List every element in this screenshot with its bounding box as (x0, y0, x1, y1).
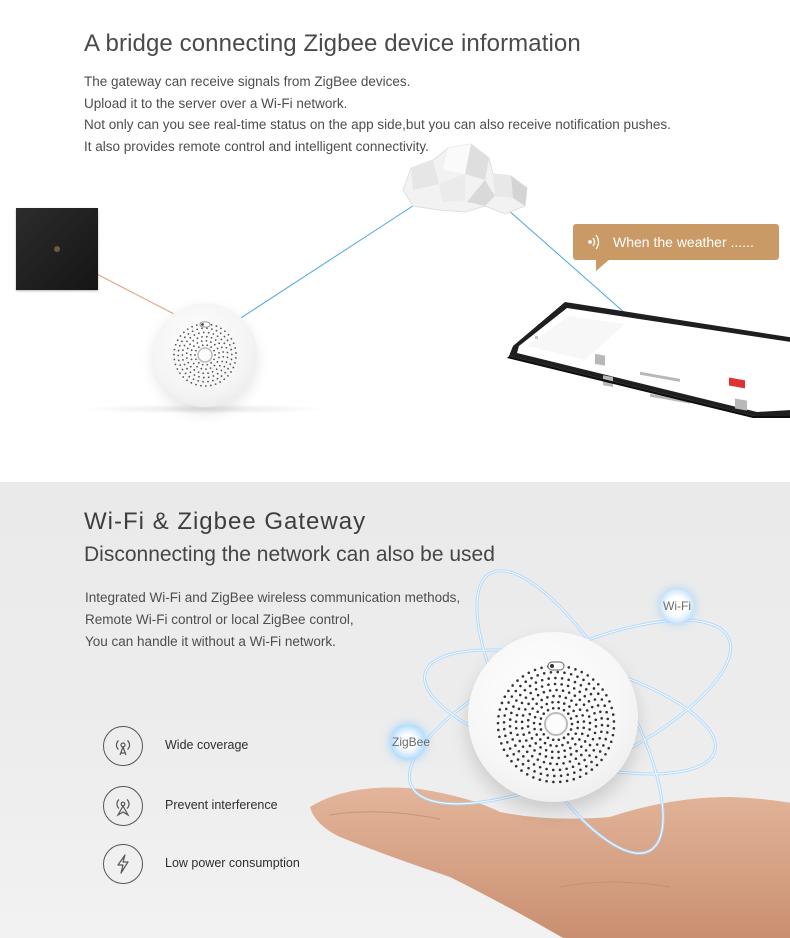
description-line: Integrated Wi-Fi and ZigBee wireless communication methods, (85, 590, 461, 605)
description-line: Upload it to the server over a Wi-Fi network. (84, 95, 348, 111)
feature-label: Wide coverage (165, 738, 249, 752)
speaker-grille (468, 632, 638, 802)
bubble-tail (596, 259, 610, 271)
section-title: Wi-Fi & Zigbee Gateway (84, 508, 367, 535)
section-subtitle: Disconnecting the network can also be used (84, 543, 495, 566)
cloud-icon (393, 140, 533, 216)
signal-tower-icon (103, 726, 143, 766)
wall-switch-image (16, 208, 98, 290)
lightning-icon (103, 844, 143, 884)
shield-signal-icon (103, 786, 143, 826)
description-line: Not only can you see real-time status on the app side,but you can also receive notification pushes. (84, 117, 671, 132)
speaker-grille (153, 303, 257, 407)
bottom-section (0, 482, 790, 938)
description-line: It also provides remote control and intelligent connectivity. (84, 138, 429, 154)
switch-indicator (54, 246, 60, 252)
feature-label: Prevent interference (165, 798, 278, 812)
notification-bubble (573, 224, 779, 260)
zigbee-node (390, 724, 431, 760)
wifi-node: Wi-Fi (660, 589, 694, 623)
feature-wide-coverage (103, 726, 363, 770)
gateway-hub-image (153, 303, 257, 407)
section-title: A bridge connecting Zigbee device information (84, 30, 581, 57)
smartphone-image (505, 298, 790, 418)
description-line: You can handle it without a Wi-Fi network. (85, 634, 336, 649)
description-line: Remote Wi-Fi control or local ZigBee control, (85, 612, 354, 627)
description-line: The gateway can receive signals from ZigBee devices. (84, 74, 411, 89)
bubble-text: When the weather ...... (613, 234, 754, 250)
gateway-hub-image (468, 632, 638, 802)
zigbee-node-label: ZigBee (392, 735, 431, 749)
feature-label: Low power consumption (165, 856, 300, 870)
